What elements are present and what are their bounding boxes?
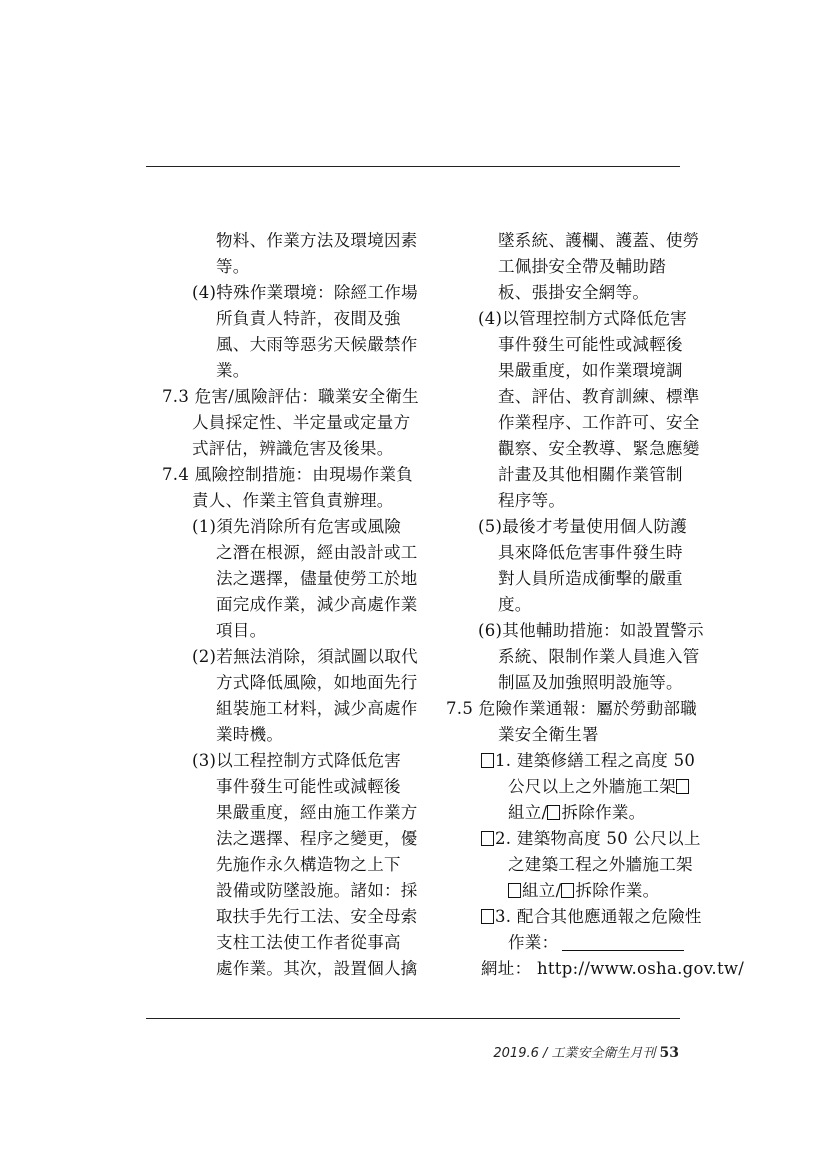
text-line: 具來降低危害事件發生時 [498, 543, 683, 562]
text-line: 處作業。其次，設置個人擒 [216, 959, 418, 978]
text-span: 組立/ [522, 881, 562, 900]
checkbox-item-1-text: 1. 建築修繕工程之高度 50 [495, 751, 696, 770]
text-line: 對人員所造成衝擊的嚴重 [498, 569, 683, 588]
text-line: 法之選擇，儘量使勞工於地 [216, 569, 418, 588]
text-line: 項目。 [216, 621, 267, 640]
text-line: 事件發生可能性或減輕後 [498, 335, 683, 354]
checkbox-icon[interactable] [547, 805, 560, 820]
checkbox-icon[interactable] [561, 883, 574, 898]
list-item-2: (2)若無法消除，須試圖以取代 [192, 647, 418, 666]
text-line: 制區及加強照明設施等。 [498, 673, 683, 692]
list-item-4: (4)以管理控制方式降低危害 [478, 309, 688, 328]
text-line: 板、張掛安全網等。 [498, 283, 650, 302]
text-line: 物料、作業方法及環境因素 [216, 231, 418, 250]
text-line: 面完成作業，減少高處作業 [216, 595, 418, 614]
section-7-5: 7.5 危險作業通報：屬於勞動部職 [446, 699, 698, 718]
list-item-4: (4)特殊作業環境：除經工作場 [192, 283, 418, 302]
footer-rule [146, 1018, 680, 1019]
text-line: 人員採定性、半定量或定量方 [192, 413, 411, 432]
text-line: 方式降低風險，如地面先行 [216, 673, 418, 692]
text-line: 事件發生可能性或減輕後 [216, 777, 401, 796]
text-line: 責人、作業主管負責辦理。 [192, 491, 394, 510]
text-line: 之建築工程之外牆施工架 [508, 855, 693, 874]
text-line: 設備或防墜設施。諸如：採 [216, 881, 418, 900]
text-line: 觀察、安全教導、緊急應變 [498, 439, 700, 458]
fill-in-blank[interactable] [562, 934, 684, 951]
list-item-3: (3)以工程控制方式降低危害 [192, 751, 402, 770]
text-line: 工佩掛安全帶及輔助踏 [498, 257, 666, 276]
checkbox-icon[interactable] [676, 779, 689, 794]
page-footer [493, 1042, 679, 1061]
text-line: 業安全衛生署 [498, 725, 599, 744]
section-7-3: 7.3 危害/風險評估：職業安全衛生 [162, 387, 419, 406]
list-item-6: (6)其他輔助措施：如設置警示 [478, 621, 704, 640]
checkbox-icon[interactable] [481, 909, 494, 924]
text-span: 組立/ [508, 803, 548, 822]
text-line [508, 774, 690, 800]
text-line: 程序等。 [498, 491, 566, 510]
section-7-4: 7.4 風險控制措施：由現場作業負 [162, 465, 414, 484]
text-span: 作業： [508, 933, 559, 952]
text-line: 取扶手先行工法、安全母索 [216, 907, 418, 926]
text-line: 墜系統、護欄、護蓋、使勞 [498, 231, 700, 250]
text-line: 風、大雨等惡劣天候嚴禁作 [216, 335, 418, 354]
text-line: 之潛在根源，經由設計或工 [216, 543, 418, 562]
checkbox-icon[interactable] [481, 753, 494, 768]
checkbox-item-3 [481, 904, 702, 930]
text-line [508, 800, 645, 826]
page-number: 53 [659, 1045, 679, 1061]
issue-label: 2019.6 / 工業安全衛生月刊 [493, 1046, 656, 1061]
list-item-1: (1)須先消除所有危害或風險 [192, 517, 402, 536]
text-line: 查、評估、教育訓練、標準 [498, 387, 700, 406]
text-line [508, 930, 684, 956]
text-span: 拆除作業。 [561, 803, 646, 822]
text-span: 拆除作業。 [575, 881, 660, 900]
text-line: 果嚴重度，經由施工作業方 [216, 803, 418, 822]
website-line: 網址： http://www.osha.gov.tw/ [481, 959, 745, 978]
text-line: 先施作永久構造物之上下 [216, 855, 401, 874]
checkbox-icon[interactable] [508, 883, 521, 898]
text-line: 業時機。 [216, 725, 284, 744]
text-line [508, 878, 659, 904]
header-rule [146, 166, 680, 167]
text-line: 組裝施工材料，減少高處作 [216, 699, 418, 718]
checkbox-item-3-text: 3. 配合其他應通報之危險性 [495, 907, 702, 926]
text-line: 所負責人特許，夜間及強 [216, 309, 401, 328]
list-item-5: (5)最後才考量使用個人防護 [478, 517, 688, 536]
text-line: 計畫及其他相關作業管制 [498, 465, 683, 484]
checkbox-item-1 [481, 748, 695, 774]
text-line: 度。 [498, 595, 532, 614]
text-line: 支柱工法使工作者從事高 [216, 933, 401, 952]
checkbox-icon[interactable] [481, 831, 494, 846]
text-line: 作業程序、工作許可、安全 [498, 413, 700, 432]
text-line: 等。 [216, 257, 250, 276]
checkbox-item-2-text: 2. 建築物高度 50 公尺以上 [495, 829, 701, 848]
text-span: 公尺以上之外牆施工架 [508, 777, 676, 796]
text-line: 式評估，辨識危害及後果。 [192, 439, 394, 458]
text-line: 法之選擇、程序之變更，優 [216, 829, 418, 848]
text-line: 系統、限制作業人員進入管 [498, 647, 700, 666]
text-line: 業。 [216, 361, 250, 380]
text-line: 果嚴重度，如作業環境調 [498, 361, 683, 380]
checkbox-item-2 [481, 826, 701, 852]
